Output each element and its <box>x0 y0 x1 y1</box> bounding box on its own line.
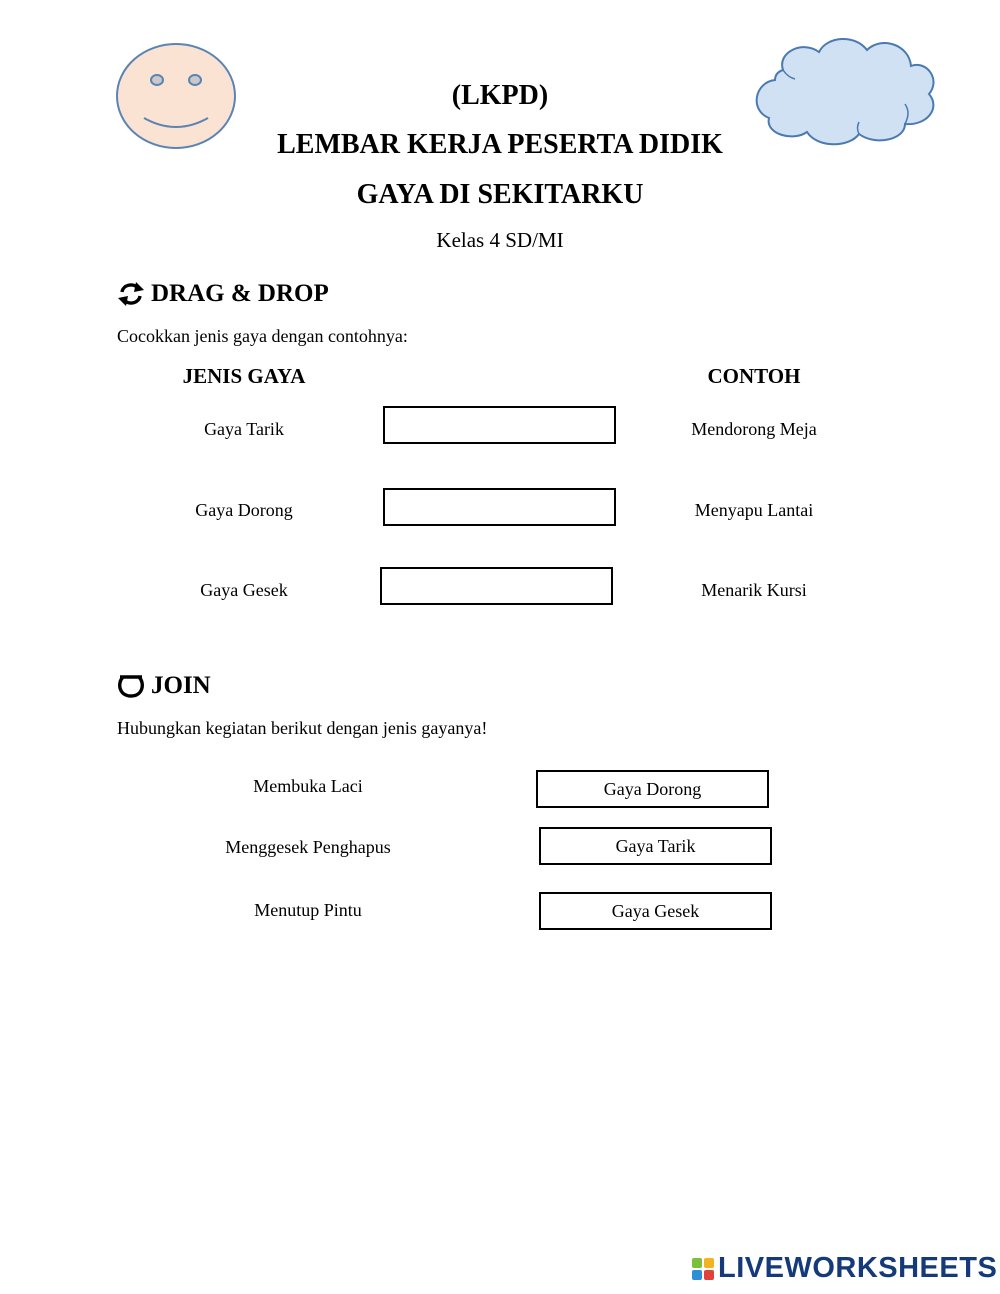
drag-drop-instruction: Cocokkan jenis gaya dengan contohnya: <box>117 326 408 346</box>
omega-join-icon <box>117 673 145 699</box>
join-target-box[interactable]: Gaya Tarik <box>539 827 772 865</box>
drop-zone-1[interactable] <box>383 406 616 444</box>
join-heading-text: JOIN <box>151 672 211 699</box>
force-type-item[interactable]: Gaya Tarik <box>204 419 284 439</box>
example-label: Menarik Kursi <box>701 580 807 600</box>
drag-drop-heading-text: DRAG & DROP <box>151 280 329 307</box>
grade-label: Kelas 4 SD/MI <box>436 228 564 252</box>
drop-zone-3[interactable] <box>380 567 613 605</box>
join-activity[interactable]: Menggesek Penghapus <box>225 837 391 857</box>
header-lkpd: (LKPD) <box>451 80 549 111</box>
force-type-item[interactable]: Gaya Gesek <box>200 580 288 600</box>
logo-badge-icon <box>692 1258 714 1280</box>
page-title: LEMBAR KERJA PESERTA DIDIK <box>277 129 723 160</box>
refresh-arrows-icon <box>117 281 145 307</box>
join-activity[interactable]: Menutup Pintu <box>254 900 362 920</box>
join-heading <box>117 671 211 701</box>
join-target-box[interactable]: Gaya Gesek <box>539 892 772 930</box>
join-activity[interactable]: Membuka Laci <box>253 776 363 796</box>
example-label: Menyapu Lantai <box>694 500 814 520</box>
page-subtitle: GAYA DI SEKITARKU <box>356 179 644 210</box>
join-target-box[interactable]: Gaya Dorong <box>536 770 769 808</box>
logo-text: LIVEWORKSHEETS <box>718 1252 998 1284</box>
example-label: Mendorong Meja <box>691 419 817 439</box>
join-instruction: Hubungkan kegiatan berikut dengan jenis gayanya! <box>117 718 488 738</box>
drag-drop-heading <box>117 279 329 309</box>
force-type-item[interactable]: Gaya Dorong <box>195 500 293 520</box>
column-header-jenis-gaya: JENIS GAYA <box>182 364 306 388</box>
drop-zone-2[interactable] <box>383 488 616 526</box>
liveworksheets-logo <box>692 1252 997 1285</box>
column-header-contoh: CONTOH <box>707 364 801 388</box>
